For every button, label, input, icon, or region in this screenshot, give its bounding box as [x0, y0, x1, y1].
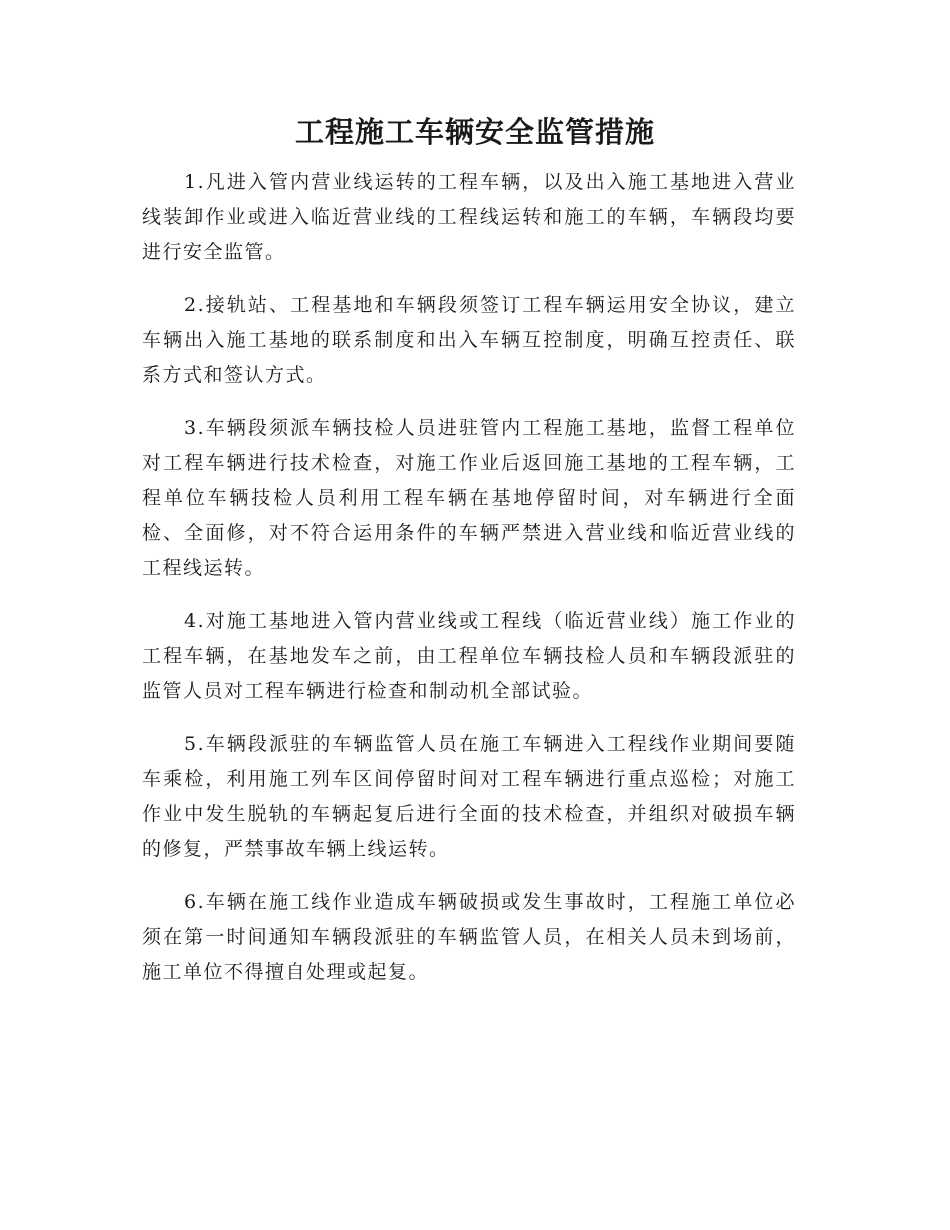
paragraph-2: 2.接轨站、工程基地和车辆段须签订工程车辆运用安全协议，建立车辆出入施工基地的联系制度和出入车辆互控制度，明确互控责任、联系方式和签认方式。	[142, 294, 796, 386]
document-body	[142, 165, 796, 1008]
document-title: 工程施工车辆安全监管措施	[294, 115, 655, 149]
paragraph-6: 6.车辆在施工线作业造成车辆破损或发生事故时，工程施工单位必须在第一时间通知车辆段派驻的车辆监管人员，在相关人员未到场前，施工单位不得擅自处理或起复。	[142, 891, 796, 983]
paragraph-5: 5.车辆段派驻的车辆监管人员在施工车辆进入工程线作业期间要随车乘检，利用施工列车区间停留时间对工程车辆进行重点巡检；对施工作业中发生脱轨的车辆起复后进行全面的技术检查，并组织对破损车辆的修复，严禁事故车辆上线运转。	[142, 733, 796, 860]
paragraph-1: 1.凡进入管内营业线运转的工程车辆，以及出入施工基地进入营业线装卸作业或进入临近营业线的工程线运转和施工的车辆，车辆段均要进行安全监管。	[142, 171, 796, 263]
paragraph-3: 3.车辆段须派车辆技检人员进驻管内工程施工基地，监督工程单位对工程车辆进行技术检查，对施工作业后返回施工基地的工程车辆，工程单位车辆技检人员利用工程车辆在基地停留时间，对车辆进行全面检、全面修，对不符合运用条件的车辆严禁进入营业线和临近营业线的工程线运转。	[142, 417, 796, 579]
paragraph-4: 4.对施工基地进入管内营业线或工程线（临近营业线）施工作业的工程车辆，在基地发车之前，由工程单位车辆技检人员和车辆段派驻的监管人员对工程车辆进行检查和制动机全部试验。	[142, 610, 796, 702]
